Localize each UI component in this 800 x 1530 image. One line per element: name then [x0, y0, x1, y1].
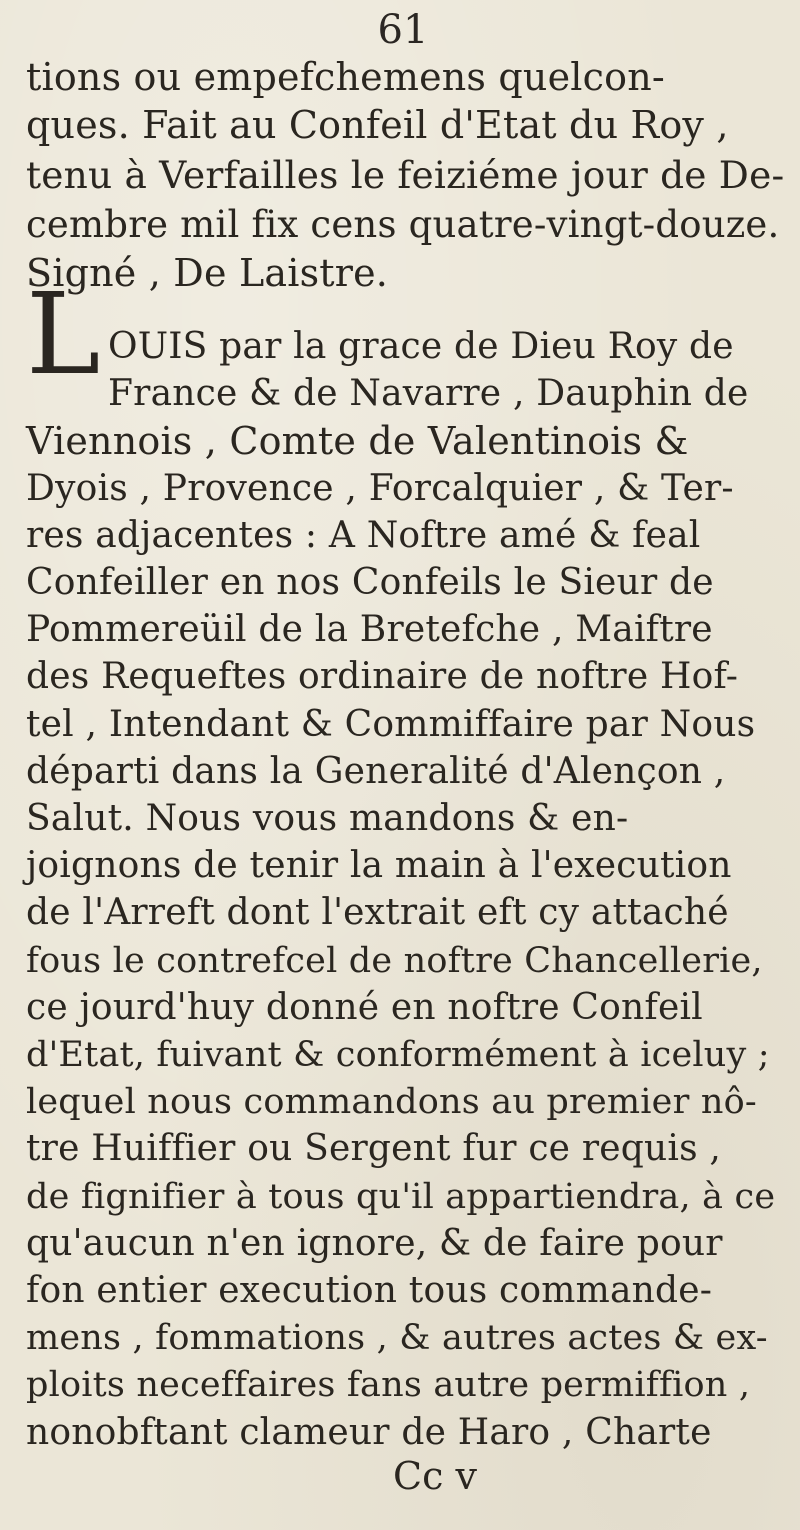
text-line: Viennois , Comte de Valentinois & — [26, 419, 689, 464]
text-line: OUIS par la grace de Dieu Roy de — [108, 326, 734, 367]
text-line: de fignifier à tous qu'il appartiendra, à ce — [26, 1176, 776, 1217]
text-line: France & de Navarre , Dauphin de — [108, 373, 749, 415]
text-line: fous le contrefcel de noftre Chancellerie, — [26, 940, 763, 981]
text-line: ques. Fait au Confeil d'Etat du Roy , — [26, 103, 729, 147]
text-line: tenu à Verfailles le feiziéme jour de De- — [26, 153, 785, 197]
text-line: mens , fommations , & autres actes & ex- — [26, 1318, 768, 1359]
text-line: tre Huiffier ou Sergent fur ce requis , — [26, 1128, 722, 1170]
text-line: Signé , De Laistre. — [26, 251, 389, 295]
text-line: de l'Arreft dont l'extrait eft cy attaché — [26, 892, 729, 934]
text-line: nonobftant clameur de Haro , Charte — [26, 1411, 712, 1453]
text-line: ploits neceffaires fans autre permiffion , — [26, 1365, 751, 1406]
text-line: tions ou empefchemens quelcon- — [26, 55, 665, 99]
text-line: Salut. Nous vous mandons & en- — [26, 798, 629, 839]
text-line: Confeiller en nos Confeils le Sieur de — [26, 562, 714, 603]
text-line: des Requeftes ordinaire de noftre Hof- — [26, 656, 739, 698]
text-line: lequel nous commandons au premier nô- — [26, 1082, 757, 1123]
drop-capital: L — [26, 270, 101, 400]
text-line: joignons de tenir la main à l'execution — [26, 845, 732, 887]
text-line: fon entier execution tous commande- — [26, 1270, 713, 1311]
page-number: 61 — [377, 7, 429, 53]
text-line: qu'aucun n'en ignore, & de faire pour — [26, 1222, 723, 1264]
text-line: Pommereüil de la Bretefche , Maiftre — [26, 609, 713, 651]
text-line: départi dans la Generalité d'Alençon , — [26, 750, 726, 792]
text-line: res adjacentes : A Noftre amé & feal — [26, 514, 701, 556]
text-line: Dyois , Provence , Forcalquier , & Ter- — [26, 467, 734, 509]
text-line: tel , Intendant & Commiffaire par Nous — [26, 703, 756, 745]
text-line: ce jourd'huy donné en noftre Confeil — [26, 986, 703, 1028]
text-line: d'Etat, fuivant & conformément à iceluy ; — [26, 1035, 770, 1075]
text-line: cembre mil fix cens quatre-vingt-douze. — [26, 203, 780, 246]
signature-mark: Cc v — [393, 1453, 477, 1498]
